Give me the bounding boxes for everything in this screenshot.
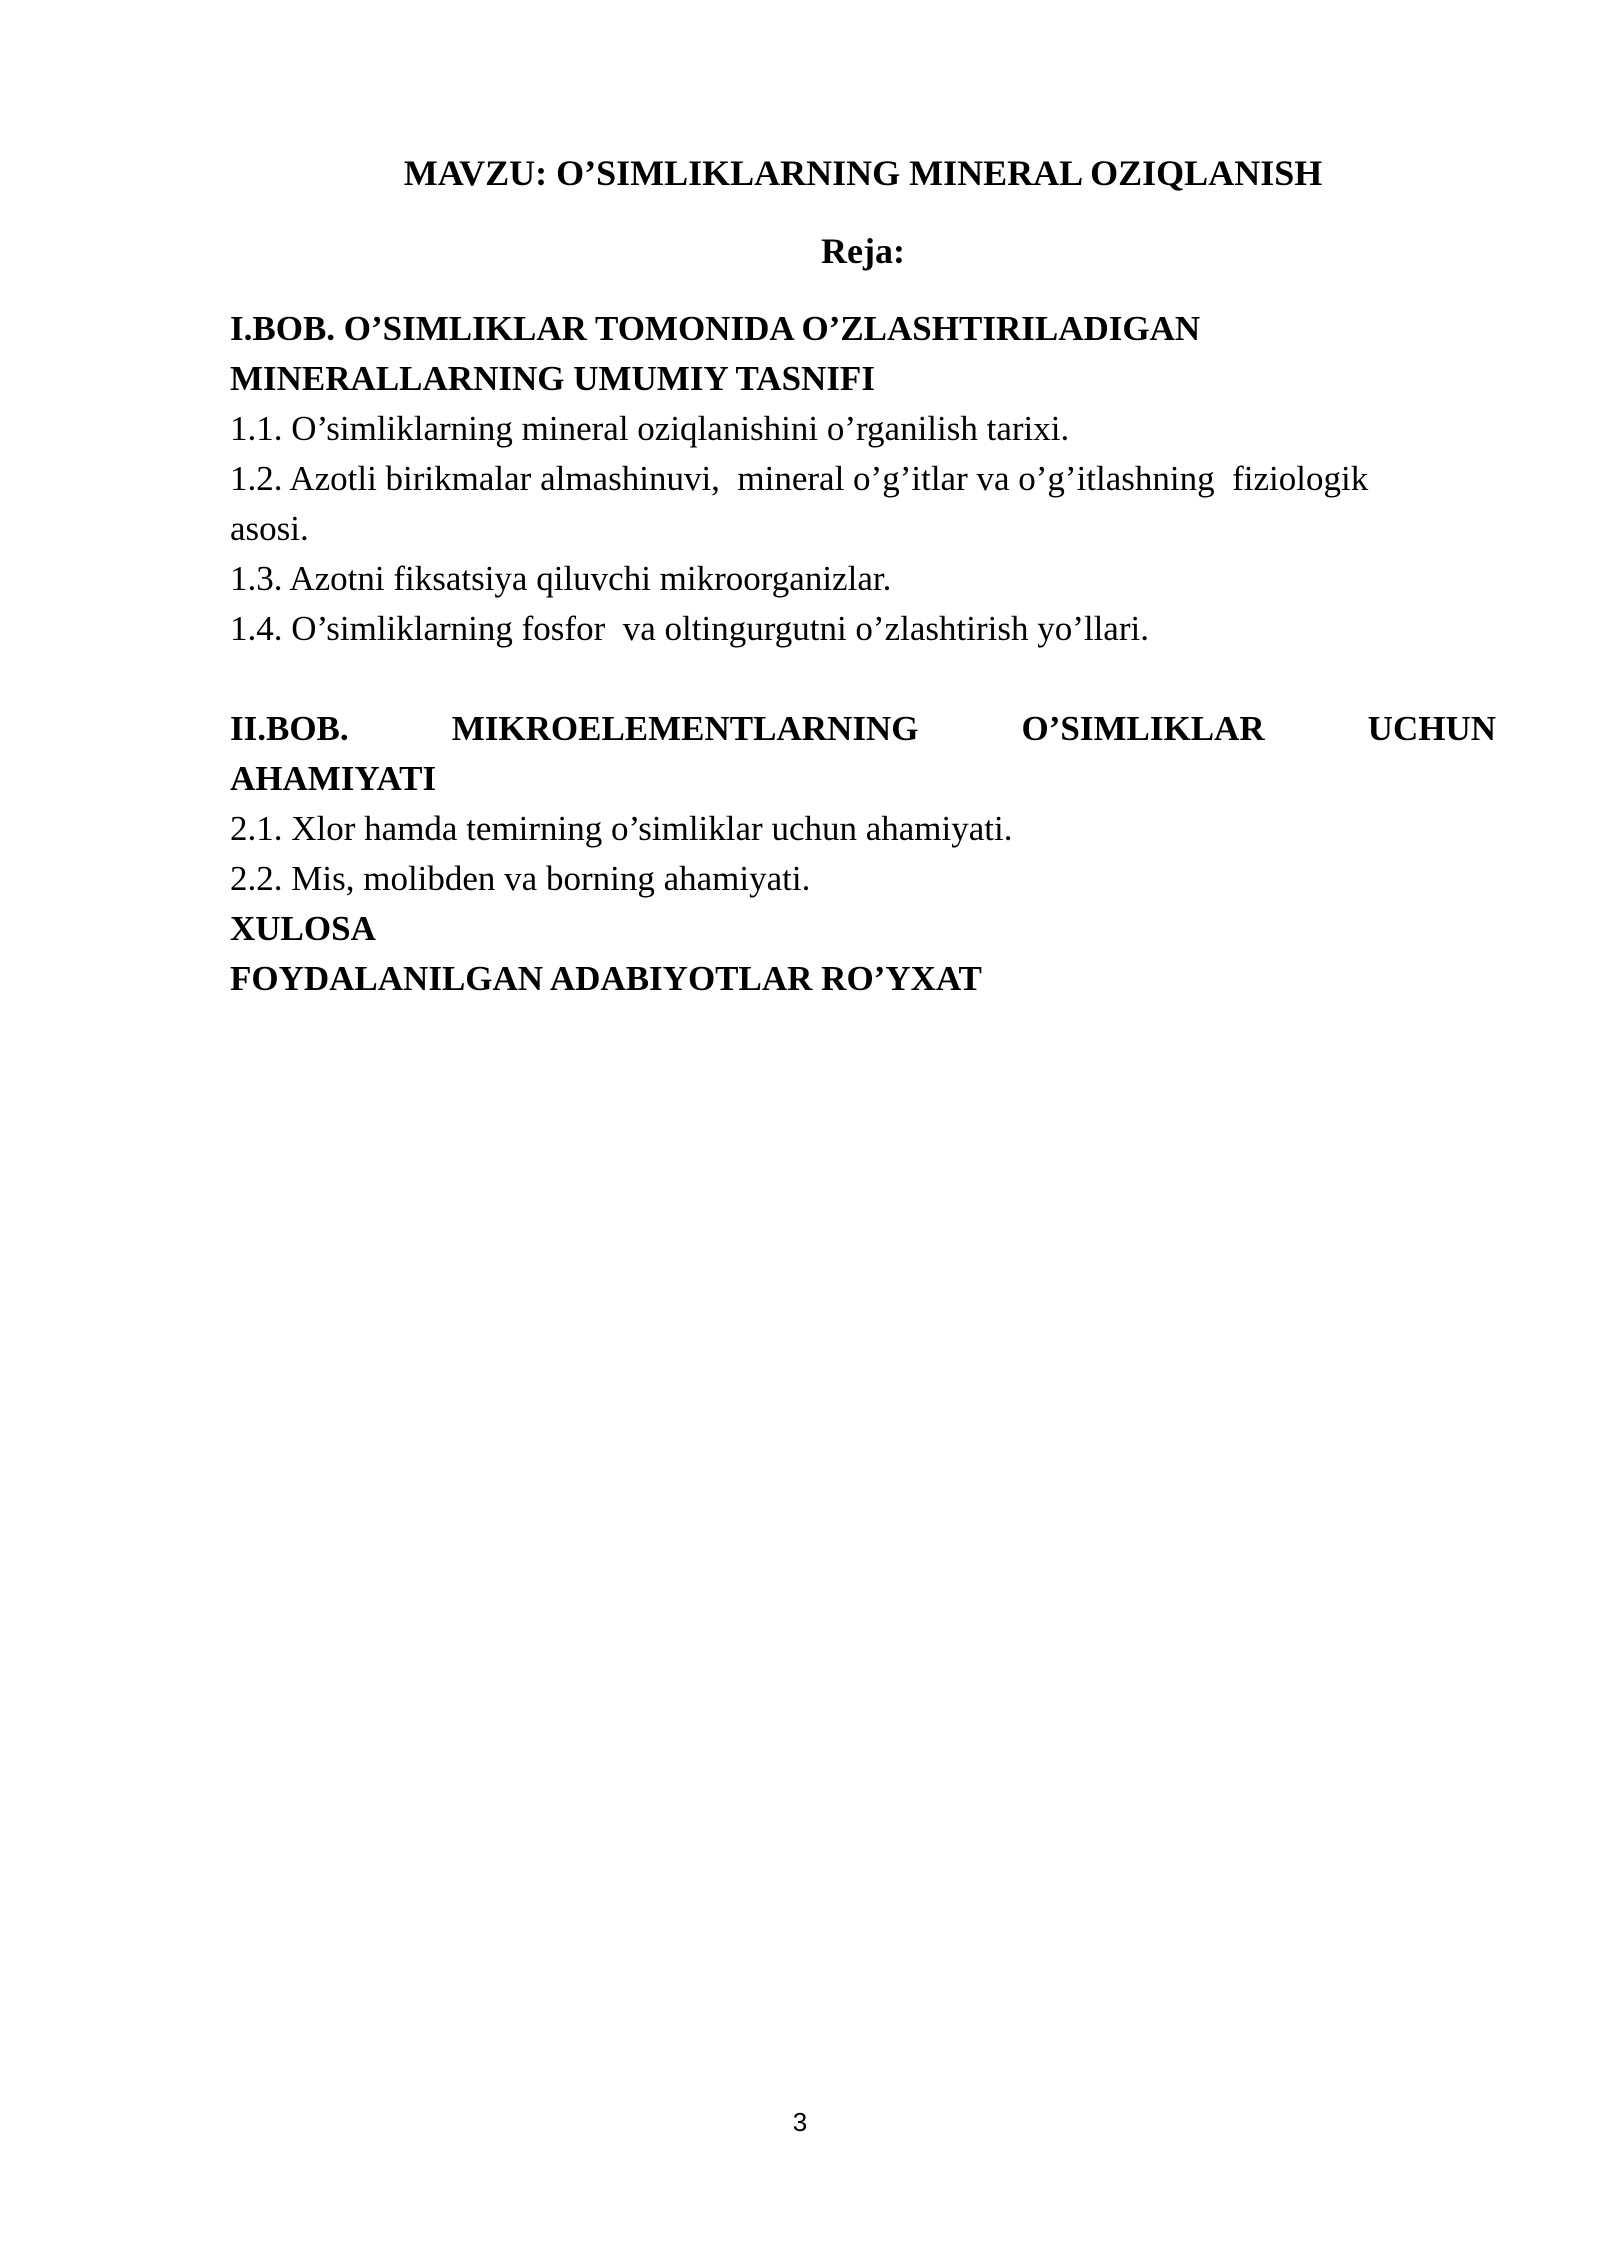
chapter-1-heading-line-1: I.BOB. O’SIMLIKLAR TOMONIDA O’ZLASHTIRILADIGAN xyxy=(230,309,1201,348)
toc-item-1-4: 1.4. O’simliklarning fosfor va oltingurgutni o’zlashtirish yo’llari. xyxy=(230,609,1149,648)
toc-item-2-1: 2.1. Xlor hamda temirning o’simliklar uchun ahamiyati. xyxy=(230,809,1013,848)
toc-item-1-3: 1.3. Azotni fiksatsiya qiluvchi mikroorganizlar. xyxy=(230,559,892,598)
chapter-2-heading-line-1: II.BOB. MIKROELEMENTLARNING O’SIMLIKLAR UCHUN xyxy=(230,709,1496,748)
section-spacer xyxy=(230,654,1496,704)
page-number: 3 xyxy=(792,2107,808,2137)
plan-heading: Reja: xyxy=(821,231,905,271)
references-heading: FOYDALANILGAN ADABIYOTLAR RO’YXAT xyxy=(230,959,982,998)
toc-item-1-2-continued: asosi. xyxy=(230,509,309,548)
toc-item-1-1: 1.1. O’simliklarning mineral oziqlanishini o’rganilish tarixi. xyxy=(230,409,1070,448)
toc-item-2-2: 2.2. Mis, molibden va borning ahamiyati. xyxy=(230,859,811,898)
toc-item-1-2: 1.2. Azotli birikmalar almashinuvi, mineral o’g’itlar va o’g’itlashning fiziologik xyxy=(230,459,1369,498)
chapter-1-heading-line-2: MINERALLARNING UMUMIY TASNIFI xyxy=(230,359,875,398)
chapter-2-heading-line-2: AHAMIYATI xyxy=(230,759,437,798)
table-of-contents xyxy=(230,304,1496,1004)
document-title: MAVZU: O’SIMLIKLARNING MINERAL OZIQLANISH xyxy=(403,153,1323,193)
conclusion-heading: XULOSA xyxy=(230,909,376,948)
